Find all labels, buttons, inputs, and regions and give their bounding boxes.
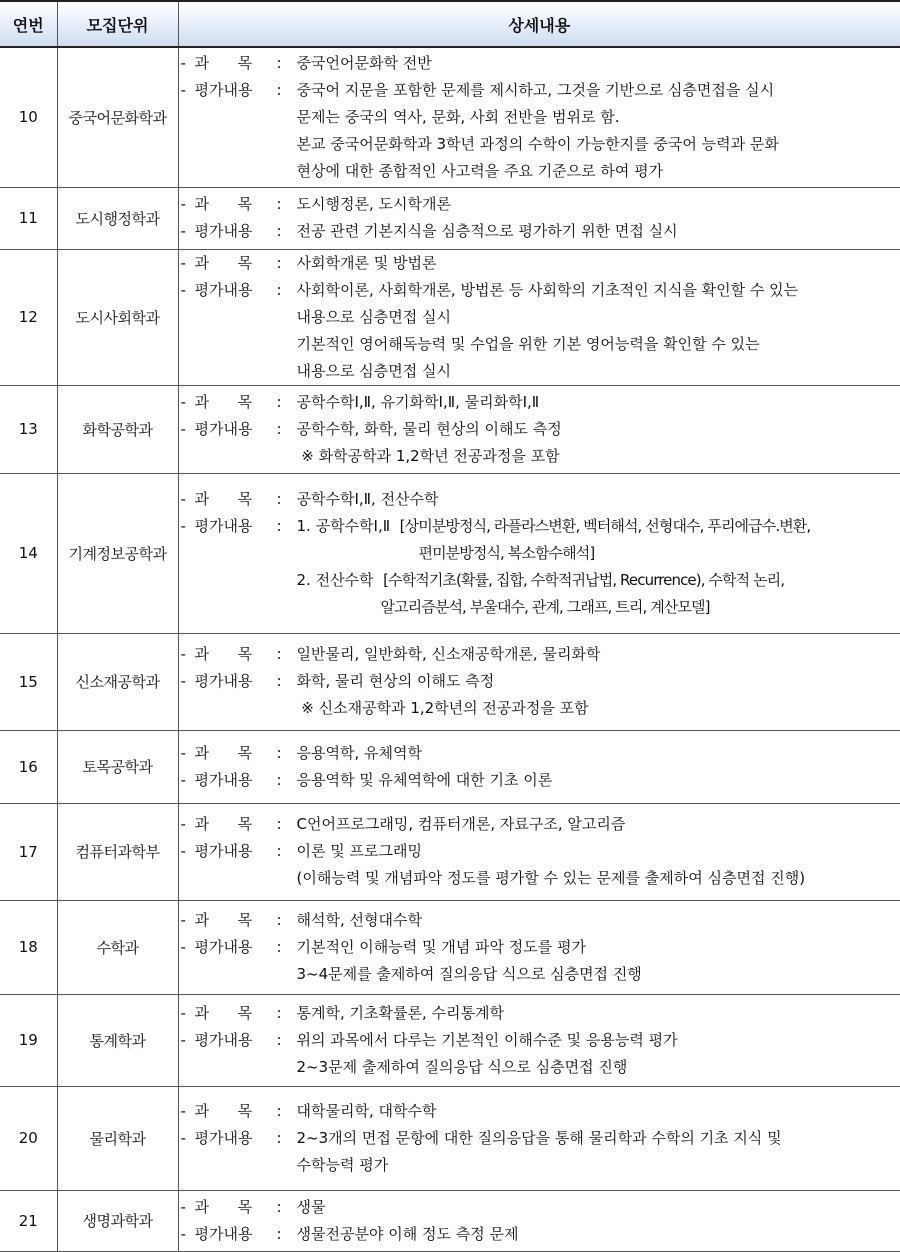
field-label: 평가내용: [195, 1027, 277, 1054]
bullet-dash: -: [181, 1027, 195, 1054]
recruit-unit: 수학과: [57, 900, 178, 994]
table-row: [0, 900, 900, 994]
field-value: 공학수학Ⅰ,Ⅱ, 유기화학Ⅰ,Ⅱ, 물리화학Ⅰ,Ⅱ: [297, 389, 900, 416]
recruit-unit: 물리학과: [57, 1086, 178, 1190]
field-value: 생물: [297, 1194, 900, 1221]
eval-line: [181, 934, 900, 961]
table-row: [0, 47, 900, 187]
bullet-dash: -: [181, 811, 195, 838]
detail-cell: [178, 47, 900, 187]
row-number: 21: [0, 1190, 57, 1251]
eval-item-topics: [상미분방정식, 라플라스변환, 벡터해석, 선형대수, 푸리에급수.변환,: [400, 517, 811, 535]
field-value: 화학, 물리 현상의 이해도 측정: [297, 668, 900, 695]
eval-continuation: 내용으로 심층면접 실시: [181, 304, 900, 331]
detail-cell: [178, 730, 900, 803]
eval-continuation: ※ 화학공학과 1,2학년 전공과정을 포함: [181, 443, 900, 470]
field-label: 평가내용: [195, 838, 277, 865]
table-row: [0, 187, 900, 249]
bullet-dash: -: [181, 77, 195, 104]
colon: :: [277, 1098, 297, 1125]
subject-line: [181, 907, 900, 934]
field-label: 평가내용: [195, 277, 277, 304]
subject-line: [181, 811, 900, 838]
eval-line: [181, 1125, 900, 1152]
detail-cell: [178, 385, 900, 473]
recruit-unit: 중국어문화학과: [57, 47, 178, 187]
subject-line: [181, 250, 900, 277]
row-number: 11: [0, 187, 57, 249]
bullet-dash: -: [181, 907, 195, 934]
table-row: [0, 385, 900, 473]
eval-line: [181, 77, 900, 104]
colon: :: [277, 767, 297, 794]
recruit-unit: 통계학과: [57, 994, 178, 1086]
recruit-unit: 도시사회학과: [57, 249, 178, 385]
field-value: 공학수학Ⅰ,Ⅱ, 전산수학: [297, 486, 900, 513]
row-number: 12: [0, 249, 57, 385]
eval-continuation: 3~4문제를 출제하여 질의응답 식으로 심층면접 진행: [181, 961, 900, 988]
field-label: 과 목: [195, 811, 277, 838]
table-row: [0, 730, 900, 803]
bullet-dash: -: [181, 1194, 195, 1221]
field-label: 평가내용: [195, 218, 277, 245]
bullet-dash: -: [181, 277, 195, 304]
eval-line: [181, 1221, 900, 1248]
row-number: 16: [0, 730, 57, 803]
colon: :: [277, 740, 297, 767]
eval-continuation: (이해능력 및 개념파악 정도를 평가할 수 있는 문제를 출제하여 심층면접 진행): [181, 865, 900, 892]
eval-line: [181, 668, 900, 695]
table-row: [0, 1190, 900, 1251]
colon: :: [277, 191, 297, 218]
field-value: 응용역학 및 유체역학에 대한 기초 이론: [297, 767, 900, 794]
eval-line: [181, 218, 900, 245]
table-row: [0, 249, 900, 385]
subject-line: [181, 50, 900, 77]
field-value: 사회학이론, 사회학개론, 방법론 등 사회학의 기초적인 지식을 확인할 수 있는: [297, 277, 900, 304]
row-number: 18: [0, 900, 57, 994]
recruit-unit: 생명과학과: [57, 1190, 178, 1251]
field-value: 위의 과목에서 다루는 기본적인 이해수준 및 응용능력 평가: [297, 1027, 900, 1054]
bullet-dash: -: [181, 1221, 195, 1248]
detail-cell: [178, 803, 900, 900]
colon: :: [277, 389, 297, 416]
eval-continuation: ※ 신소재공학과 1,2학년의 전공과정을 포함: [181, 695, 900, 722]
row-number: 19: [0, 994, 57, 1086]
subject-line: [181, 389, 900, 416]
field-label: 과 목: [195, 907, 277, 934]
bullet-dash: -: [181, 50, 195, 77]
detail-cell: [178, 249, 900, 385]
field-label: 과 목: [195, 50, 277, 77]
bullet-dash: -: [181, 838, 195, 865]
field-value: 응용역학, 유체역학: [297, 740, 900, 767]
subject-line: [181, 641, 900, 668]
recruit-unit: 화학공학과: [57, 385, 178, 473]
field-label: 평가내용: [195, 1125, 277, 1152]
eval-line: [181, 513, 900, 540]
header-unit: 모집단위: [57, 1, 178, 47]
subject-line: [181, 1194, 900, 1221]
bullet-dash: -: [181, 740, 195, 767]
row-number: 20: [0, 1086, 57, 1190]
field-label: 평가내용: [195, 934, 277, 961]
header-no: 연번: [0, 1, 57, 47]
field-value: 사회학개론 및 방법론: [297, 250, 900, 277]
colon: :: [277, 1027, 297, 1054]
detail-cell: [178, 900, 900, 994]
bullet-dash: -: [181, 416, 195, 443]
eval-line: [181, 1027, 900, 1054]
eval-continuation: 기본적인 영어해독능력 및 수업을 위한 기본 영어능력을 확인할 수 있는: [181, 331, 900, 358]
field-value: 2~3개의 면접 문항에 대한 질의응답을 통해 물리학과 수학의 기초 지식 및: [297, 1125, 900, 1152]
eval-item-topics-cont: 편미분방정식, 복소함수해석]: [181, 540, 900, 567]
table-body: [0, 47, 900, 1251]
field-label: 평가내용: [195, 416, 277, 443]
eval-continuation: 본교 중국어문화학과 3학년 과정의 수학이 가능한지를 중국어 능력과 문화: [181, 131, 900, 158]
bullet-dash: -: [181, 486, 195, 513]
detail-cell: [178, 994, 900, 1086]
field-label: 과 목: [195, 250, 277, 277]
recruit-unit: 신소재공학과: [57, 633, 178, 730]
detail-cell: [178, 187, 900, 249]
eval-continuation: 현상에 대한 종합적인 사고력을 주요 기준으로 하여 평가: [181, 158, 900, 185]
eval-line: [181, 767, 900, 794]
table-row: [0, 803, 900, 900]
bullet-dash: -: [181, 934, 195, 961]
field-label: 평가내용: [195, 1221, 277, 1248]
field-value: 일반물리, 일반화학, 신소재공학개론, 물리화학: [297, 641, 900, 668]
eval-item-title: 1. 공학수학Ⅰ,Ⅱ: [297, 517, 391, 535]
field-value: 이론 및 프로그래밍: [297, 838, 900, 865]
eval-line: [181, 838, 900, 865]
colon: :: [277, 934, 297, 961]
field-label: 평가내용: [195, 513, 277, 540]
row-number: 10: [0, 47, 57, 187]
row-number: 14: [0, 473, 57, 633]
field-value: 통계학, 기초확률론, 수리통계학: [297, 1000, 900, 1027]
eval-continuation: 2~3문제 출제하여 질의응답 식으로 심층면접 진행: [181, 1054, 900, 1081]
subject-line: [181, 1000, 900, 1027]
row-number: 17: [0, 803, 57, 900]
field-value: 도시행정론, 도시학개론: [297, 191, 900, 218]
bullet-dash: -: [181, 767, 195, 794]
eval-item-title: 2. 전산수학: [297, 571, 374, 589]
colon: :: [277, 1000, 297, 1027]
field-label: 평가내용: [195, 77, 277, 104]
detail-cell: [178, 473, 900, 633]
subject-line: [181, 1098, 900, 1125]
bullet-dash: -: [181, 218, 195, 245]
eval-line: [181, 277, 900, 304]
bullet-dash: -: [181, 1125, 195, 1152]
recruit-unit: 도시행정학과: [57, 187, 178, 249]
field-label: 과 목: [195, 1194, 277, 1221]
field-label: 과 목: [195, 641, 277, 668]
colon: :: [277, 668, 297, 695]
colon: :: [277, 218, 297, 245]
recruit-unit: 기계정보공학과: [57, 473, 178, 633]
bullet-dash: -: [181, 191, 195, 218]
recruit-unit: 토목공학과: [57, 730, 178, 803]
field-label: 과 목: [195, 486, 277, 513]
detail-cell: [178, 633, 900, 730]
colon: :: [277, 1125, 297, 1152]
field-value: 생물전공분야 이해 정도 측정 문제: [297, 1221, 900, 1248]
field-value: 해석학, 선형대수학: [297, 907, 900, 934]
eval-continuation: 문제는 중국의 역사, 문화, 사회 전반을 범위로 함.: [181, 104, 900, 131]
colon: :: [277, 811, 297, 838]
eval-item-line: [181, 567, 900, 594]
colon: :: [277, 641, 297, 668]
recruit-unit: 컴퓨터과학부: [57, 803, 178, 900]
colon: :: [277, 416, 297, 443]
field-value: [297, 513, 900, 540]
field-value: 대학물리학, 대학수학: [297, 1098, 900, 1125]
table-row: [0, 633, 900, 730]
colon: :: [277, 50, 297, 77]
bullet-dash: -: [181, 513, 195, 540]
eval-continuation: 내용으로 심층면접 실시: [181, 358, 900, 385]
field-label: 과 목: [195, 191, 277, 218]
eval-line: [181, 416, 900, 443]
subject-line: [181, 191, 900, 218]
field-label: 과 목: [195, 389, 277, 416]
colon: :: [277, 838, 297, 865]
eval-continuation: 수학능력 평가: [181, 1152, 900, 1179]
detail-cell: [178, 1190, 900, 1251]
colon: :: [277, 277, 297, 304]
field-label: 평가내용: [195, 668, 277, 695]
eval-item-topics-cont: 알고리즘분석, 부울대수, 관계, 그래프, 트리, 계산모델]: [181, 594, 900, 621]
bullet-dash: -: [181, 1000, 195, 1027]
colon: :: [277, 1221, 297, 1248]
colon: :: [277, 250, 297, 277]
bullet-dash: -: [181, 1098, 195, 1125]
row-number: 13: [0, 385, 57, 473]
table-row: [0, 994, 900, 1086]
detail-cell: [178, 1086, 900, 1190]
field-label: 평가내용: [195, 767, 277, 794]
field-label: 과 목: [195, 1098, 277, 1125]
field-value: 중국언어문화학 전반: [297, 50, 900, 77]
colon: :: [277, 907, 297, 934]
field-value: 중국어 지문을 포함한 문제를 제시하고, 그것을 기반으로 심층면접을 실시: [297, 77, 900, 104]
bullet-dash: -: [181, 250, 195, 277]
field-value: 전공 관련 기본지식을 심층적으로 평가하기 위한 면접 실시: [297, 218, 900, 245]
table-row: [0, 1086, 900, 1190]
colon: :: [277, 513, 297, 540]
subject-line: [181, 486, 900, 513]
field-value: C언어프로그래밍, 컴퓨터개론, 자료구조, 알고리즘: [297, 811, 900, 838]
eval-item-topics: [수학적기초(확률, 집합, 수학적귀납법, Recurrence), 수학적 논리,: [383, 571, 784, 589]
colon: :: [277, 486, 297, 513]
bullet-dash: -: [181, 668, 195, 695]
subject-line: [181, 740, 900, 767]
field-value: 공학수학, 화학, 물리 현상의 이해도 측정: [297, 416, 900, 443]
bullet-dash: -: [181, 641, 195, 668]
colon: :: [277, 1194, 297, 1221]
row-number: 15: [0, 633, 57, 730]
colon: :: [277, 77, 297, 104]
header-row: [0, 1, 900, 47]
bullet-dash: -: [181, 389, 195, 416]
field-label: 과 목: [195, 740, 277, 767]
table-row: [0, 473, 900, 633]
header-detail: 상세내용: [178, 1, 900, 47]
field-value: 기본적인 이해능력 및 개념 파악 정도를 평가: [297, 934, 900, 961]
field-label: 과 목: [195, 1000, 277, 1027]
